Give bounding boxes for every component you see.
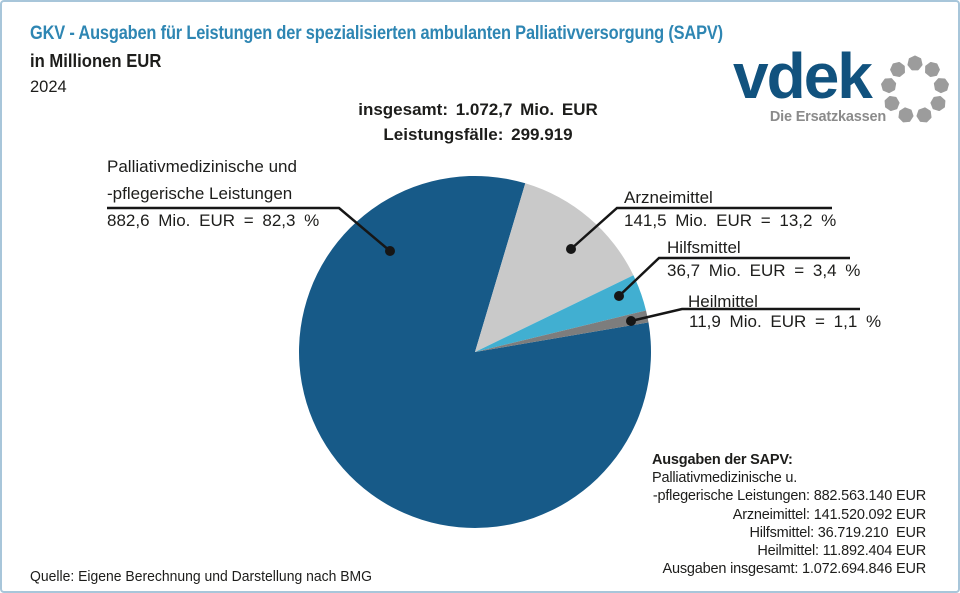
page-title: GKV - Ausgaben für Leistungen der spezialisierten ambulanten Palliativversorgung (SAPV) [30, 22, 723, 44]
callout-palliativ-value: 882,6 Mio. EUR = 82,3 % [107, 211, 320, 230]
page-subtitle: in Millionen EUR [30, 50, 162, 71]
total-cases: Leistungsfälle: 299.919 [383, 124, 573, 144]
leader-dot-hilfsmittel [614, 291, 624, 301]
vdek-logo-tagline: Die Ersatzkassen [769, 109, 886, 125]
callout-palliativ-name-line2: -pflegerische Leistungen [107, 184, 293, 203]
total-amount: insgesamt: 1.072,7 Mio. EUR [358, 100, 598, 119]
leader-dot-palliativ [385, 246, 395, 256]
callout-arzneimittel-value: 141,5 Mio. EUR = 13,2 % [624, 211, 837, 230]
breakdown-line: Arzneimittel: 141.520.092 EUR [732, 506, 926, 523]
leader-dot-heilmittel [626, 316, 636, 326]
callout-heilmittel-value: 11,9 Mio. EUR = 1,1 % [689, 312, 882, 331]
vdek-logo-wordmark: vdek [733, 40, 871, 112]
callout-hilfsmittel-name: Hilfsmittel [667, 238, 741, 257]
breakdown-line: -pflegerische Leistungen: 882.563.140 EUR [652, 488, 926, 505]
callout-arzneimittel-name: Arzneimittel [624, 188, 713, 207]
source-note: Quelle: Eigene Berechnung und Darstellung nach BMG [30, 568, 372, 585]
breakdown-block [642, 451, 926, 578]
leader-dot-arzneimittel [566, 244, 576, 254]
year-label: 2024 [30, 78, 67, 96]
callout-hilfsmittel-value: 36,7 Mio. EUR = 3,4 % [667, 261, 861, 280]
callout-heilmittel-name: Heilmittel [688, 292, 758, 311]
breakdown-line: Palliativmedizinische u. [652, 470, 798, 487]
callout-palliativ-name [107, 153, 297, 207]
breakdown-line: Hilfsmittel: 36.719.210 EUR [749, 524, 926, 541]
breakdown-line: Heilmittel: 11.892.404 EUR [757, 543, 926, 560]
callout-palliativ-name-line1: Palliativmedizinische und [107, 157, 297, 176]
pie-slices [299, 176, 651, 528]
vdek-ring-icon [879, 54, 951, 126]
breakdown-line: Ausgaben insgesamt: 1.072.694.846 EUR [662, 561, 926, 578]
breakdown-heading: Ausgaben der SAPV: [652, 452, 793, 468]
